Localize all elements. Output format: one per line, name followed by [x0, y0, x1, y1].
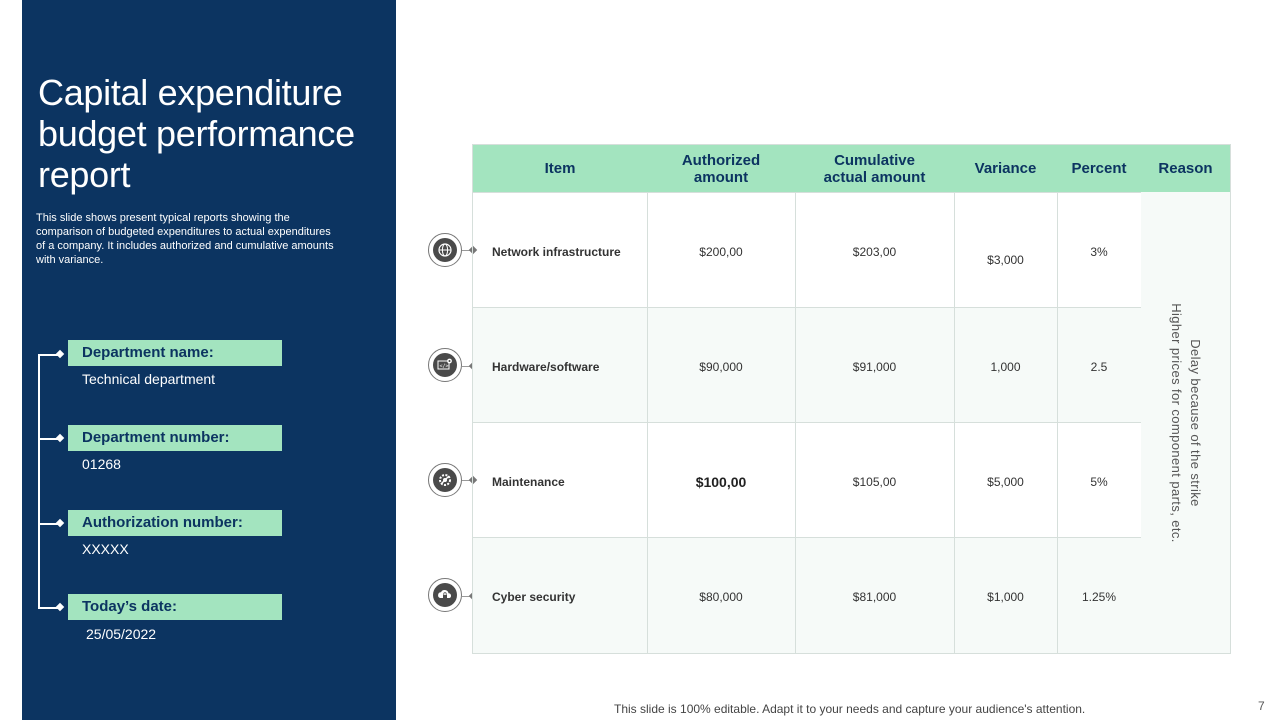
todays-date-value: 25/05/2022: [86, 626, 157, 642]
cell-variance: 1,000: [990, 360, 1021, 374]
cell-variance: $5,000: [987, 475, 1024, 489]
cell-variance: $3,000: [987, 253, 1024, 267]
department-name-value: Technical department: [82, 371, 216, 387]
header-authorized-line2: amount: [693, 168, 749, 186]
cell-item: Maintenance: [492, 475, 565, 489]
cell-cumulative: $105,00: [852, 475, 897, 489]
grid-line: [795, 192, 796, 653]
header-authorized: [647, 145, 795, 192]
table-row: [473, 422, 1141, 537]
slide-description: This slide shows present typical reports showing the comparison of budgeted expenditures to actual expenditures of a company. It includes authorized and cumulative amounts with variance.: [36, 212, 334, 266]
code-gear-icon: [428, 348, 462, 382]
header-cumulative-line1: Cumulative: [834, 151, 915, 169]
header-authorized-line1: Authorized: [681, 151, 761, 169]
table-header: [473, 145, 1230, 192]
cell-cumulative: $91,000: [852, 360, 897, 374]
department-number-label: Department number:: [68, 425, 282, 451]
reason-text: [1167, 223, 1205, 623]
department-name-label: Department name:: [68, 340, 282, 366]
cell-percent: 5%: [1090, 475, 1108, 489]
slide-footer: This slide is 100% editable. Adapt it to your needs and capture your audience's attention.: [614, 702, 1086, 716]
grid-line: [954, 192, 955, 653]
page-number: 7: [1258, 699, 1265, 713]
budget-table: [472, 144, 1231, 654]
cell-percent: 1.25%: [1081, 590, 1117, 604]
cloud-lock-icon: [428, 578, 462, 612]
reason-cell: [1141, 192, 1230, 653]
authorization-number-label: Authorization number:: [68, 510, 282, 536]
header-item: Item: [544, 160, 576, 177]
reason-line-1: Delay because of the strike: [1187, 338, 1203, 507]
cell-cumulative: $203,00: [852, 245, 897, 259]
globe-icon: [428, 233, 462, 267]
cell-item: Network infrastructure: [492, 245, 621, 259]
todays-date-label: Today’s date:: [68, 594, 282, 620]
cell-cumulative: $81,000: [852, 590, 897, 604]
header-reason: Reason: [1158, 160, 1213, 177]
cell-variance: $1,000: [987, 590, 1024, 604]
header-cumulative: [795, 145, 954, 192]
cell-percent: 3%: [1090, 245, 1108, 259]
header-variance: Variance: [974, 160, 1037, 177]
wrench-gear-icon: [428, 463, 462, 497]
authorization-number-value: XXXXX: [82, 541, 129, 557]
header-percent: Percent: [1071, 160, 1127, 177]
cell-item: Hardware/software: [492, 360, 600, 374]
cell-authorized: $80,000: [699, 590, 743, 604]
cell-authorized: $100,00: [695, 474, 747, 490]
table-row: [473, 307, 1141, 422]
header-cumulative-line2: actual amount: [823, 168, 926, 186]
svg-text:</>: </>: [439, 363, 449, 370]
department-number-value: 01268: [82, 456, 121, 472]
cell-authorized: $90,000: [699, 360, 743, 374]
slide-title: Capital expenditure budget performance report: [38, 72, 355, 195]
grid-line: [1057, 192, 1058, 653]
table-row: [473, 537, 1141, 653]
grid-line: [647, 192, 648, 653]
reason-line-2: Higher prices for component parts, etc.: [1168, 302, 1184, 543]
table-row: [473, 192, 1141, 307]
timeline-line: [38, 354, 40, 608]
cell-percent: 2.5: [1090, 360, 1108, 374]
cell-authorized: $200,00: [699, 245, 743, 259]
cell-item: Cyber security: [492, 590, 576, 604]
